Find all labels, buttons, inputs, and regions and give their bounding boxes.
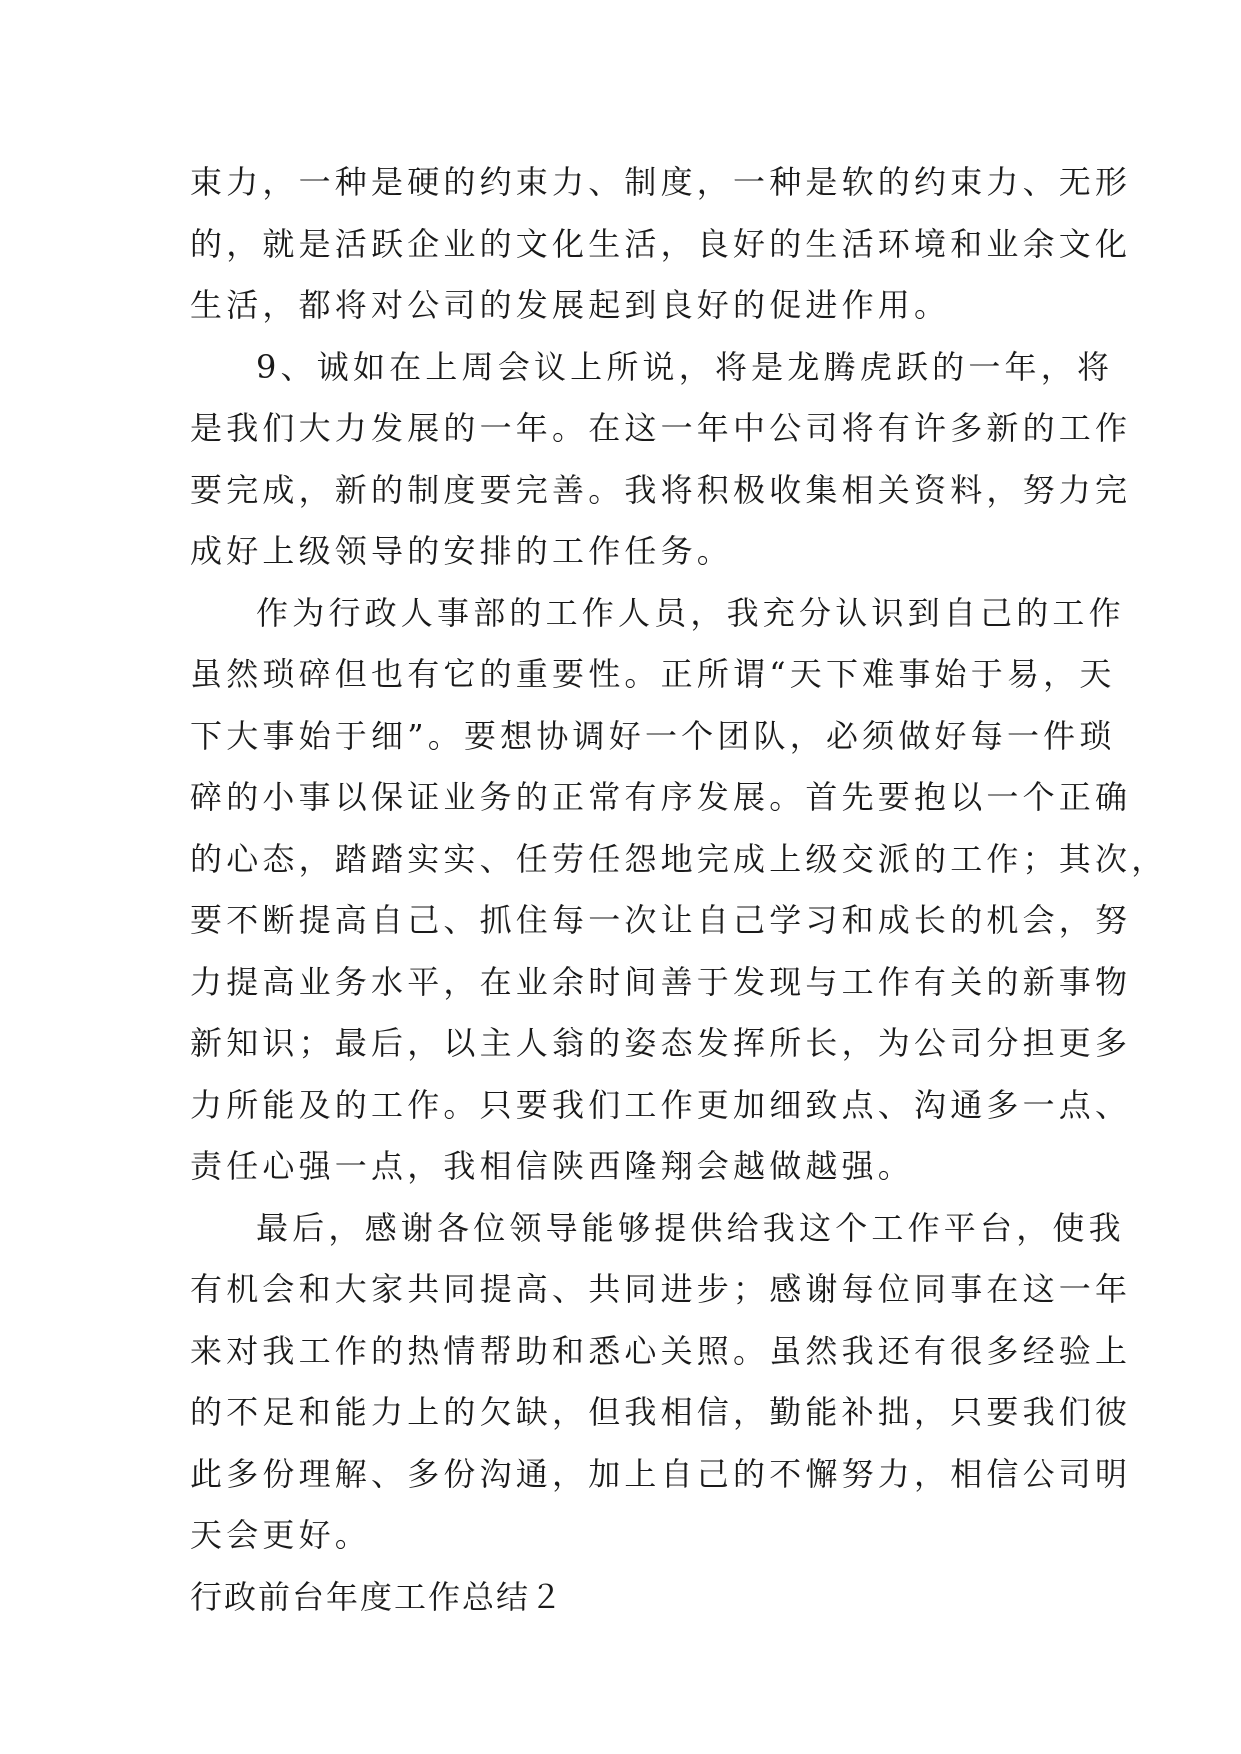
text-line: 力所能及的工作。只要我们工作更加细致点、沟通多一点、 — [190, 1085, 1132, 1124]
paragraph-role-reflection — [190, 583, 1168, 1198]
text-line: 下大事始于细”。要想协调好一个团队，必须做好每一件琐 — [190, 716, 1116, 755]
text-line: 是我们大力发展的一年。在这一年中公司将有许多新的工作 — [190, 409, 1132, 447]
text-line: 最后，感谢各位领导能够提供给我这个工作平台，使我 — [256, 1208, 1125, 1247]
text-line: 束力，一种是硬的约束力、制度，一种是软的约束力、无形 — [190, 163, 1132, 201]
document-body — [190, 152, 1168, 1628]
text-line: 虽然琐碎但也有它的重要性。正所谓“天下难事始于易，天 — [190, 655, 1116, 693]
text-line: 来对我工作的热情帮助和悉心关照。虽然我还有很多经验上 — [190, 1331, 1132, 1370]
text-line: 作为行政人事部的工作人员，我充分认识到自己的工作 — [256, 593, 1125, 632]
text-line: 此多份理解、多份沟通，加上自己的不懈努力，相信公司明 — [190, 1454, 1132, 1493]
paragraph-constraint-culture — [190, 152, 1132, 337]
text-line: 的不足和能力上的欠缺，但我相信，勤能补拙，只要我们彼 — [190, 1393, 1132, 1431]
paragraph-item-9 — [190, 337, 1132, 583]
text-line: 生活，都将对公司的发展起到良好的促进作用。 — [190, 286, 951, 324]
section-heading: 行政前台年度工作总结２ — [190, 1577, 565, 1616]
text-line: 的心态，踏踏实实、任劳任怨地完成上级交派的工作；其次， — [190, 839, 1168, 878]
text-line: 天会更好。 — [190, 1516, 372, 1554]
text-line: 力提高业务水平，在业余时间善于发现与工作有关的新事物 — [190, 962, 1132, 1001]
text-line: 碎的小事以保证业务的正常有序发展。首先要抱以一个正确 — [190, 778, 1132, 816]
text-line: 的，就是活跃企业的文化生活，良好的生活环境和业余文化 — [190, 224, 1132, 263]
text-line: 9、诚如在上周会议上所说，将是龙腾虎跃的一年，将 — [256, 347, 1114, 386]
text-line: 成好上级领导的安排的工作任务。 — [190, 532, 734, 570]
text-line: 有机会和大家共同提高、共同进步；感谢每位同事在这一年 — [190, 1270, 1132, 1308]
text-line: 要不断提高自己、抓住每一次让自己学习和成长的机会，努 — [190, 901, 1132, 939]
text-line: 责任心强一点，我相信陕西隆翔会越做越强。 — [190, 1147, 915, 1185]
text-line: 要完成，新的制度要完善。我将积极收集相关资料，努力完 — [190, 470, 1132, 509]
text-line: 新知识；最后，以主人翁的姿态发挥所长，为公司分担更多 — [190, 1024, 1132, 1062]
paragraph-thanks — [190, 1198, 1132, 1567]
